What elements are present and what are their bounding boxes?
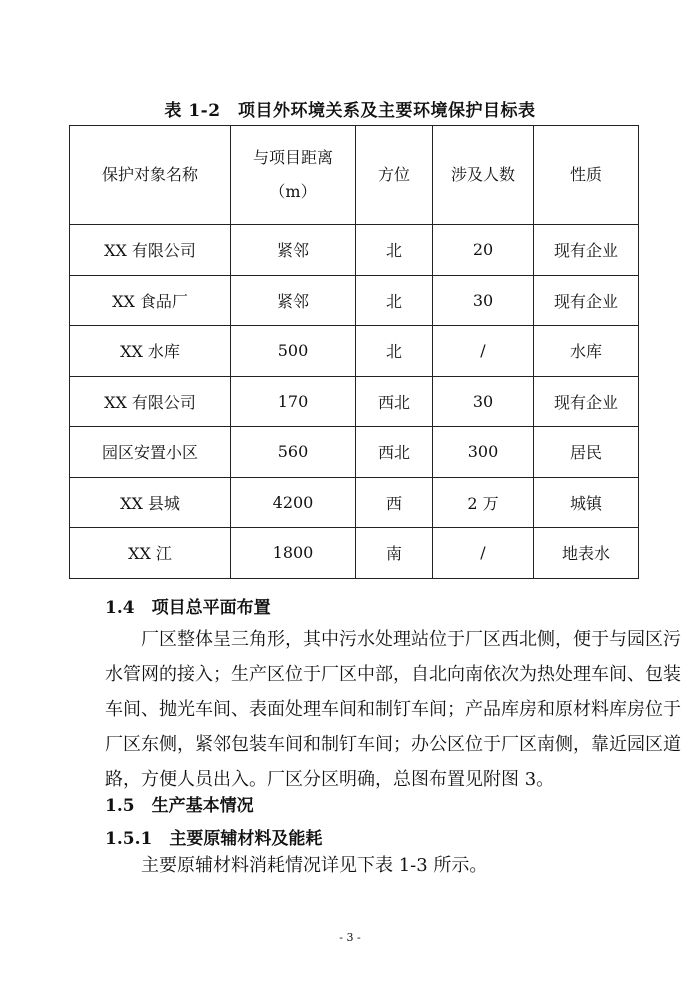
materials-intro-text: 主要原辅材料消耗情况详见下表 1-3 所示。	[141, 855, 488, 876]
cell-nature: 居民	[534, 427, 639, 478]
cell-nature: 现有企业	[534, 275, 639, 326]
header-distance-line1: 与项目距离	[252, 148, 333, 167]
cell-name: XX 有限公司	[70, 376, 231, 427]
paragraph-line: 厂区整体呈三角形，其中污水处理站位于厂区西北侧，便于与园区污	[105, 629, 681, 650]
header-population: 涉及人数	[433, 126, 534, 225]
table-row	[70, 275, 639, 326]
cell-nature: 城镇	[534, 477, 639, 528]
table-row	[70, 376, 639, 427]
table-header-row	[70, 126, 639, 225]
cell-population: /	[433, 528, 534, 579]
cell-population: 20	[433, 225, 534, 276]
paragraph-line: 车间、抛光车间、表面处理车间和制钉车间；产品库房和原材料库房位于	[105, 699, 681, 720]
cell-name: XX 水库	[70, 326, 231, 377]
section-heading-1-5: 1.5 生产基本情况	[105, 796, 254, 816]
cell-population: 300	[433, 427, 534, 478]
cell-population: 30	[433, 376, 534, 427]
cell-direction: 西北	[356, 427, 433, 478]
cell-distance: 4200	[231, 477, 356, 528]
cell-direction: 西	[356, 477, 433, 528]
cell-name: 园区安置小区	[70, 427, 231, 478]
cell-population: 2 万	[433, 477, 534, 528]
header-distance	[231, 126, 356, 225]
cell-distance: 1800	[231, 528, 356, 579]
cell-direction: 西北	[356, 376, 433, 427]
layout-paragraph	[105, 622, 681, 797]
cell-population: 30	[433, 275, 534, 326]
cell-name: XX 江	[70, 528, 231, 579]
cell-distance: 紧邻	[231, 225, 356, 276]
cell-direction: 北	[356, 326, 433, 377]
section-heading-1-5-1: 1.5.1 主要原辅材料及能耗	[105, 829, 323, 849]
table-row	[70, 427, 639, 478]
header-distance-line2: （m）	[269, 182, 317, 201]
cell-distance: 170	[231, 376, 356, 427]
table-row	[70, 326, 639, 377]
table-caption: 表 1-2 项目外环境关系及主要环境保护目标表	[164, 101, 536, 121]
environment-protection-table	[69, 125, 639, 579]
cell-nature: 现有企业	[534, 376, 639, 427]
header-nature: 性质	[534, 126, 639, 225]
cell-distance: 560	[231, 427, 356, 478]
cell-direction: 北	[356, 275, 433, 326]
cell-name: XX 县城	[70, 477, 231, 528]
cell-population: /	[433, 326, 534, 377]
cell-nature: 地表水	[534, 528, 639, 579]
cell-direction: 北	[356, 225, 433, 276]
table-row	[70, 225, 639, 276]
paragraph-line: 路，方便人员出入。厂区分区明确，总图布置见附图 3。	[105, 769, 555, 790]
section-heading-1-4: 1.4 项目总平面布置	[105, 598, 271, 618]
header-direction: 方位	[356, 126, 433, 225]
page-number: - 3 -	[339, 931, 361, 944]
cell-nature: 现有企业	[534, 225, 639, 276]
cell-nature: 水库	[534, 326, 639, 377]
cell-name: XX 食品厂	[70, 275, 231, 326]
paragraph-line: 厂区东侧，紧邻包装车间和制钉车间；办公区位于厂区南侧，靠近园区道	[105, 734, 681, 755]
cell-name: XX 有限公司	[70, 225, 231, 276]
cell-distance: 紧邻	[231, 275, 356, 326]
table-body	[70, 225, 639, 579]
table-row	[70, 477, 639, 528]
table-row	[70, 528, 639, 579]
header-name: 保护对象名称	[70, 126, 231, 225]
cell-direction: 南	[356, 528, 433, 579]
cell-distance: 500	[231, 326, 356, 377]
paragraph-line: 水管网的接入；生产区位于厂区中部，自北向南依次为热处理车间、包装	[105, 664, 681, 685]
